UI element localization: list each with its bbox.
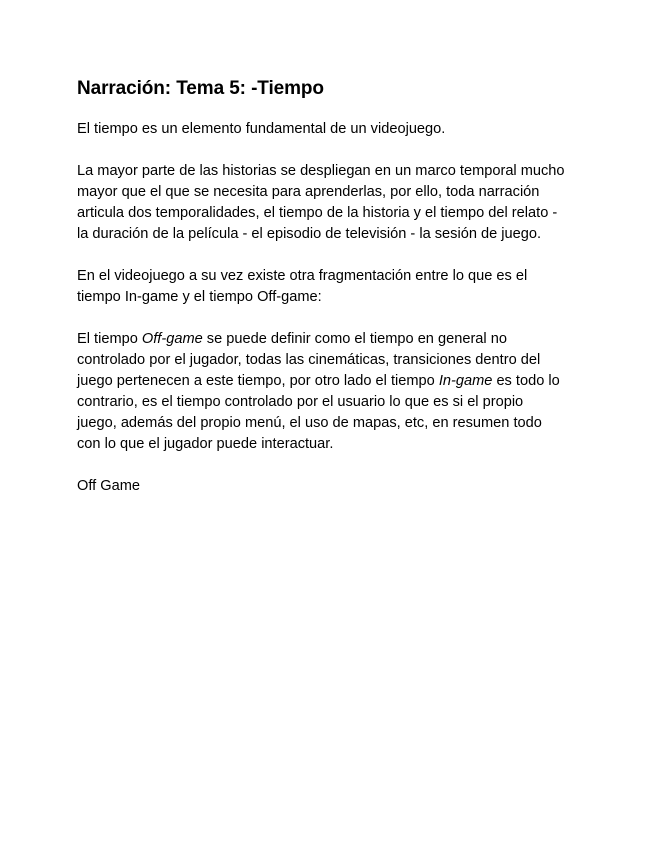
text-run: es todo lo — [492, 373, 560, 389]
paragraph-temporalities — [77, 161, 587, 245]
text-line: con lo que el jugador puede interactuar. — [77, 436, 334, 452]
in-game-term: In-game — [438, 373, 493, 389]
text-line: La mayor parte de las historias se despliegan en un marco temporal mucho — [77, 163, 565, 179]
text-line: controlado por el jugador, todas las cinemáticas, transiciones dentro del — [77, 352, 541, 368]
paragraph-fragmentation — [77, 266, 587, 308]
text-line — [77, 329, 587, 350]
text-run: El tiempo — [77, 331, 142, 347]
document-title: Narración: Tema 5: -Tiempo — [77, 78, 324, 99]
paragraph-off-game: Off Game — [77, 478, 140, 494]
text-line: contrario, es el tiempo controlado por el usuario lo que es si el propio — [77, 394, 524, 410]
text-line: articula dos temporalidades, el tiempo de la historia y el tiempo del relato - — [77, 205, 558, 221]
document-page — [77, 78, 587, 497]
text-run: juego pertenecen a este tiempo, por otro lado el tiempo — [77, 373, 439, 389]
text-line: tiempo In-game y el tiempo Off-game: — [77, 289, 322, 305]
paragraph-intro: El tiempo es un elemento fundamental de un videojuego. — [77, 121, 446, 137]
text-line: la duración de la película - el episodio de televisión - la sesión de juego. — [77, 226, 542, 242]
text-run: se puede definir como el tiempo en general no — [202, 331, 507, 347]
text-line: En el videojuego a su vez existe otra fragmentación entre lo que es el — [77, 268, 528, 284]
text-line — [77, 371, 587, 392]
text-line: mayor que el que se necesita para aprenderlas, por ello, toda narración — [77, 184, 540, 200]
off-game-term: Off-game — [141, 331, 203, 347]
text-line: juego, además del propio menú, el uso de mapas, etc, en resumen todo — [77, 415, 542, 431]
paragraph-definitions — [77, 329, 587, 455]
